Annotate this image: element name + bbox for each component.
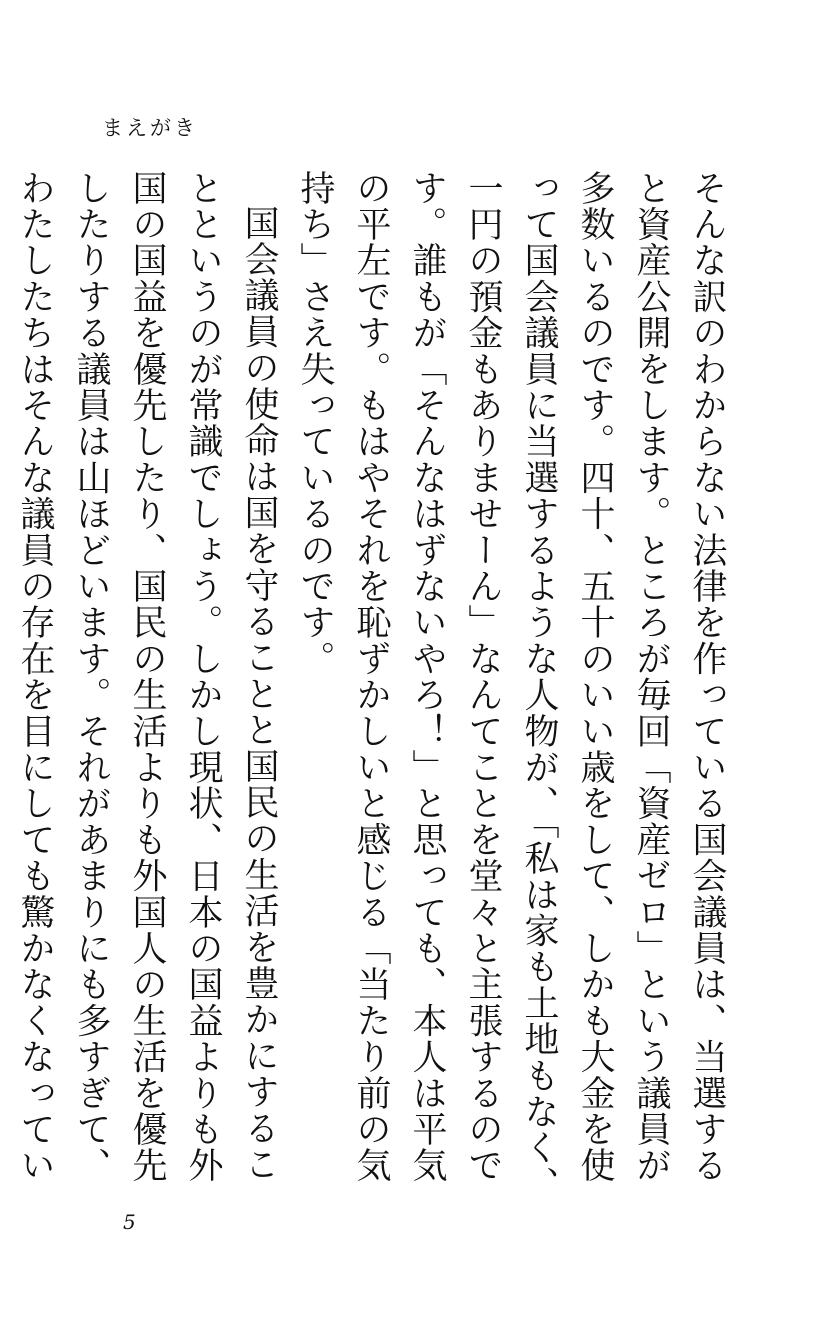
body-text xyxy=(15,170,735,1210)
paragraph-1: そんな訳のわからない法律を作っている国会議員は、当選すると資産公開をします。ところが毎回「資産ゼロ」という議員が多数いるのです。四十、五十のいい歳をして、しかも大金を使って国会議員に当選するような人物が、「私は家も土地もなく、一円の預金もありませーん」なんてことを堂々と主張するのです。誰もが「そんなはずないやろ！」と思っても、本人は平気の平左です。もはやそれを恥ずかしいと感じる「当たり前の気持ち」さえ失っているのです。 xyxy=(295,170,727,1203)
page-number: 5 xyxy=(123,1210,136,1234)
paragraph-2: 国会議員の使命は国を守ることと国民の生活を豊かにすることというのが常識でしょう。しかし現状、日本の国益よりも外国の国益を優先したり、国民の生活よりも外国人の生活を優先したりする議員は山ほどいます。それがあまりにも多すぎて、わたしたちはそんな議員の存在を目にしても驚かなくなってい xyxy=(15,170,279,1184)
running-head: まえがき xyxy=(102,116,198,140)
